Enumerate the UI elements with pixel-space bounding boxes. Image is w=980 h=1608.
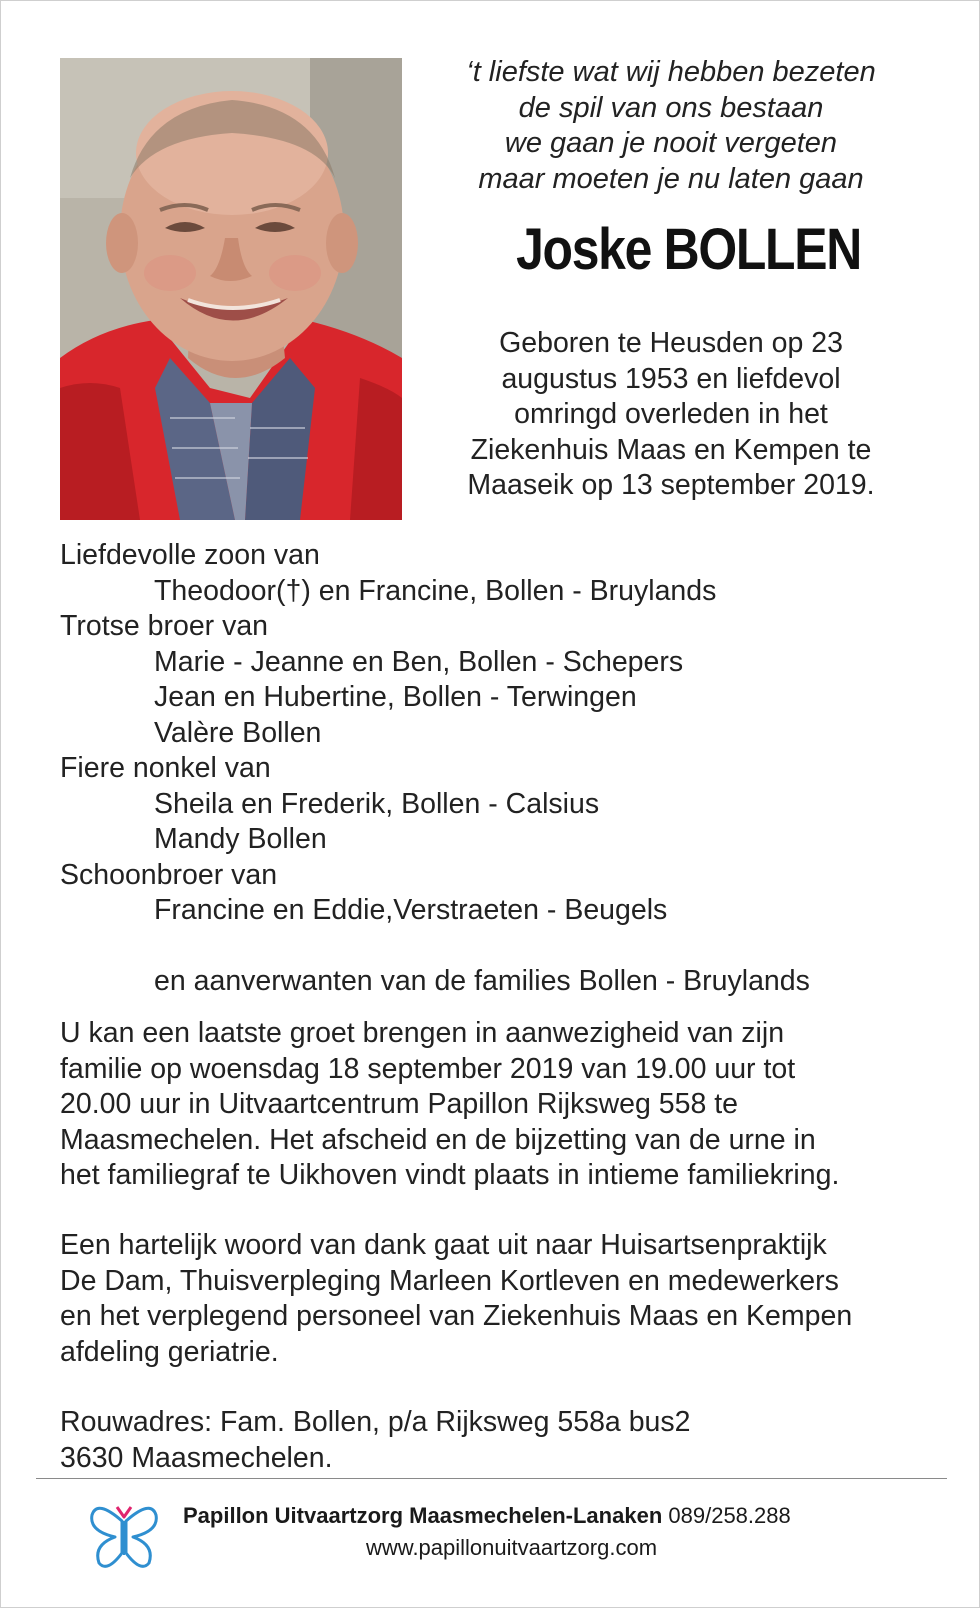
relation-name: Sheila en Frederik, Bollen - Calsius <box>154 787 600 820</box>
thanks-line: en het verplegend personeel van Ziekenhuis Maas en Kempen <box>60 1300 853 1332</box>
visitation-line: 20.00 uur in Uitvaartcentrum Papillon Rijksweg 558 te <box>60 1088 739 1120</box>
footer-company <box>183 1502 923 1530</box>
birth-line: augustus 1953 en liefdevol <box>501 362 841 395</box>
address-line: 3630 Maasmechelen. <box>60 1441 333 1474</box>
deceased-name: Joske BOLLEN <box>516 217 861 282</box>
poem-line: ‘t liefste wat wij hebben bezeten <box>466 56 876 88</box>
visitation-paragraph <box>60 1016 940 1194</box>
butterfly-logo-icon <box>87 1493 161 1575</box>
relation-name: Valère Bollen <box>154 716 322 749</box>
birth-line: Geboren te Heusden op 23 <box>499 327 843 359</box>
company-phone: 089/258.288 <box>668 1503 791 1528</box>
visitation-line: familie op woensdag 18 september 2019 van 19.00 uur tot <box>60 1052 796 1085</box>
thanks-line: Een hartelijk woord van dank gaat uit naar Huisartsenpraktijk <box>60 1229 827 1261</box>
family-relations <box>60 538 940 1000</box>
thanks-line: De Dam, Thuisverpleging Marleen Kortleven en medewerkers <box>60 1264 839 1297</box>
poem-line: we gaan je nooit vergeten <box>504 127 838 159</box>
portrait-photo <box>60 58 402 520</box>
poem-line: de spil van ons bestaan <box>518 91 824 124</box>
relatives-line: en aanverwanten van de families Bollen - Bruylands <box>154 965 810 997</box>
relation-label: Liefdevolle zoon van <box>60 539 320 571</box>
birth-line: omringd overleden in het <box>514 398 828 430</box>
birth-line: Ziekenhuis Maas en Kempen te <box>470 433 872 466</box>
relation-name: Theodoor(†) en Francine, Bollen - Bruylands <box>154 574 717 607</box>
birth-death-info <box>421 326 921 504</box>
poem-line: maar moeten je nu laten gaan <box>478 162 864 195</box>
birth-line: Maaseik op 13 september 2019. <box>467 469 875 501</box>
company-name: Papillon Uitvaartzorg Maasmechelen-Lanaken <box>183 1503 663 1528</box>
portrait-illustration <box>60 58 402 520</box>
footer-divider <box>36 1478 947 1479</box>
mourning-address <box>60 1405 940 1476</box>
relation-name: Jean en Hubertine, Bollen - Terwingen <box>154 681 637 713</box>
memorial-poem <box>421 55 921 197</box>
relation-label: Schoonbroer van <box>60 858 278 891</box>
relation-name: Francine en Eddie,Verstraeten - Beugels <box>154 894 668 926</box>
relation-label: Trotse broer van <box>60 610 269 642</box>
relation-label: Fiere nonkel van <box>60 752 271 784</box>
visitation-line: U kan een laatste groet brengen in aanwezigheid van zijn <box>60 1017 785 1049</box>
visitation-line: het familiegraf te Uikhoven vindt plaats in intieme familiekring. <box>60 1159 840 1191</box>
thanks-line: afdeling geriatrie. <box>60 1335 279 1368</box>
visitation-line: Maasmechelen. Het afscheid en de bijzetting van de urne in <box>60 1123 816 1156</box>
thanks-paragraph <box>60 1228 940 1370</box>
relation-name: Marie - Jeanne en Ben, Bollen - Schepers <box>154 645 684 678</box>
company-website[interactable]: www.papillonuitvaartzorg.com <box>366 1535 658 1560</box>
address-line: Rouwadres: Fam. Bollen, p/a Rijksweg 558a bus2 <box>60 1406 691 1438</box>
spacer <box>60 929 940 965</box>
relation-name: Mandy Bollen <box>154 823 327 855</box>
